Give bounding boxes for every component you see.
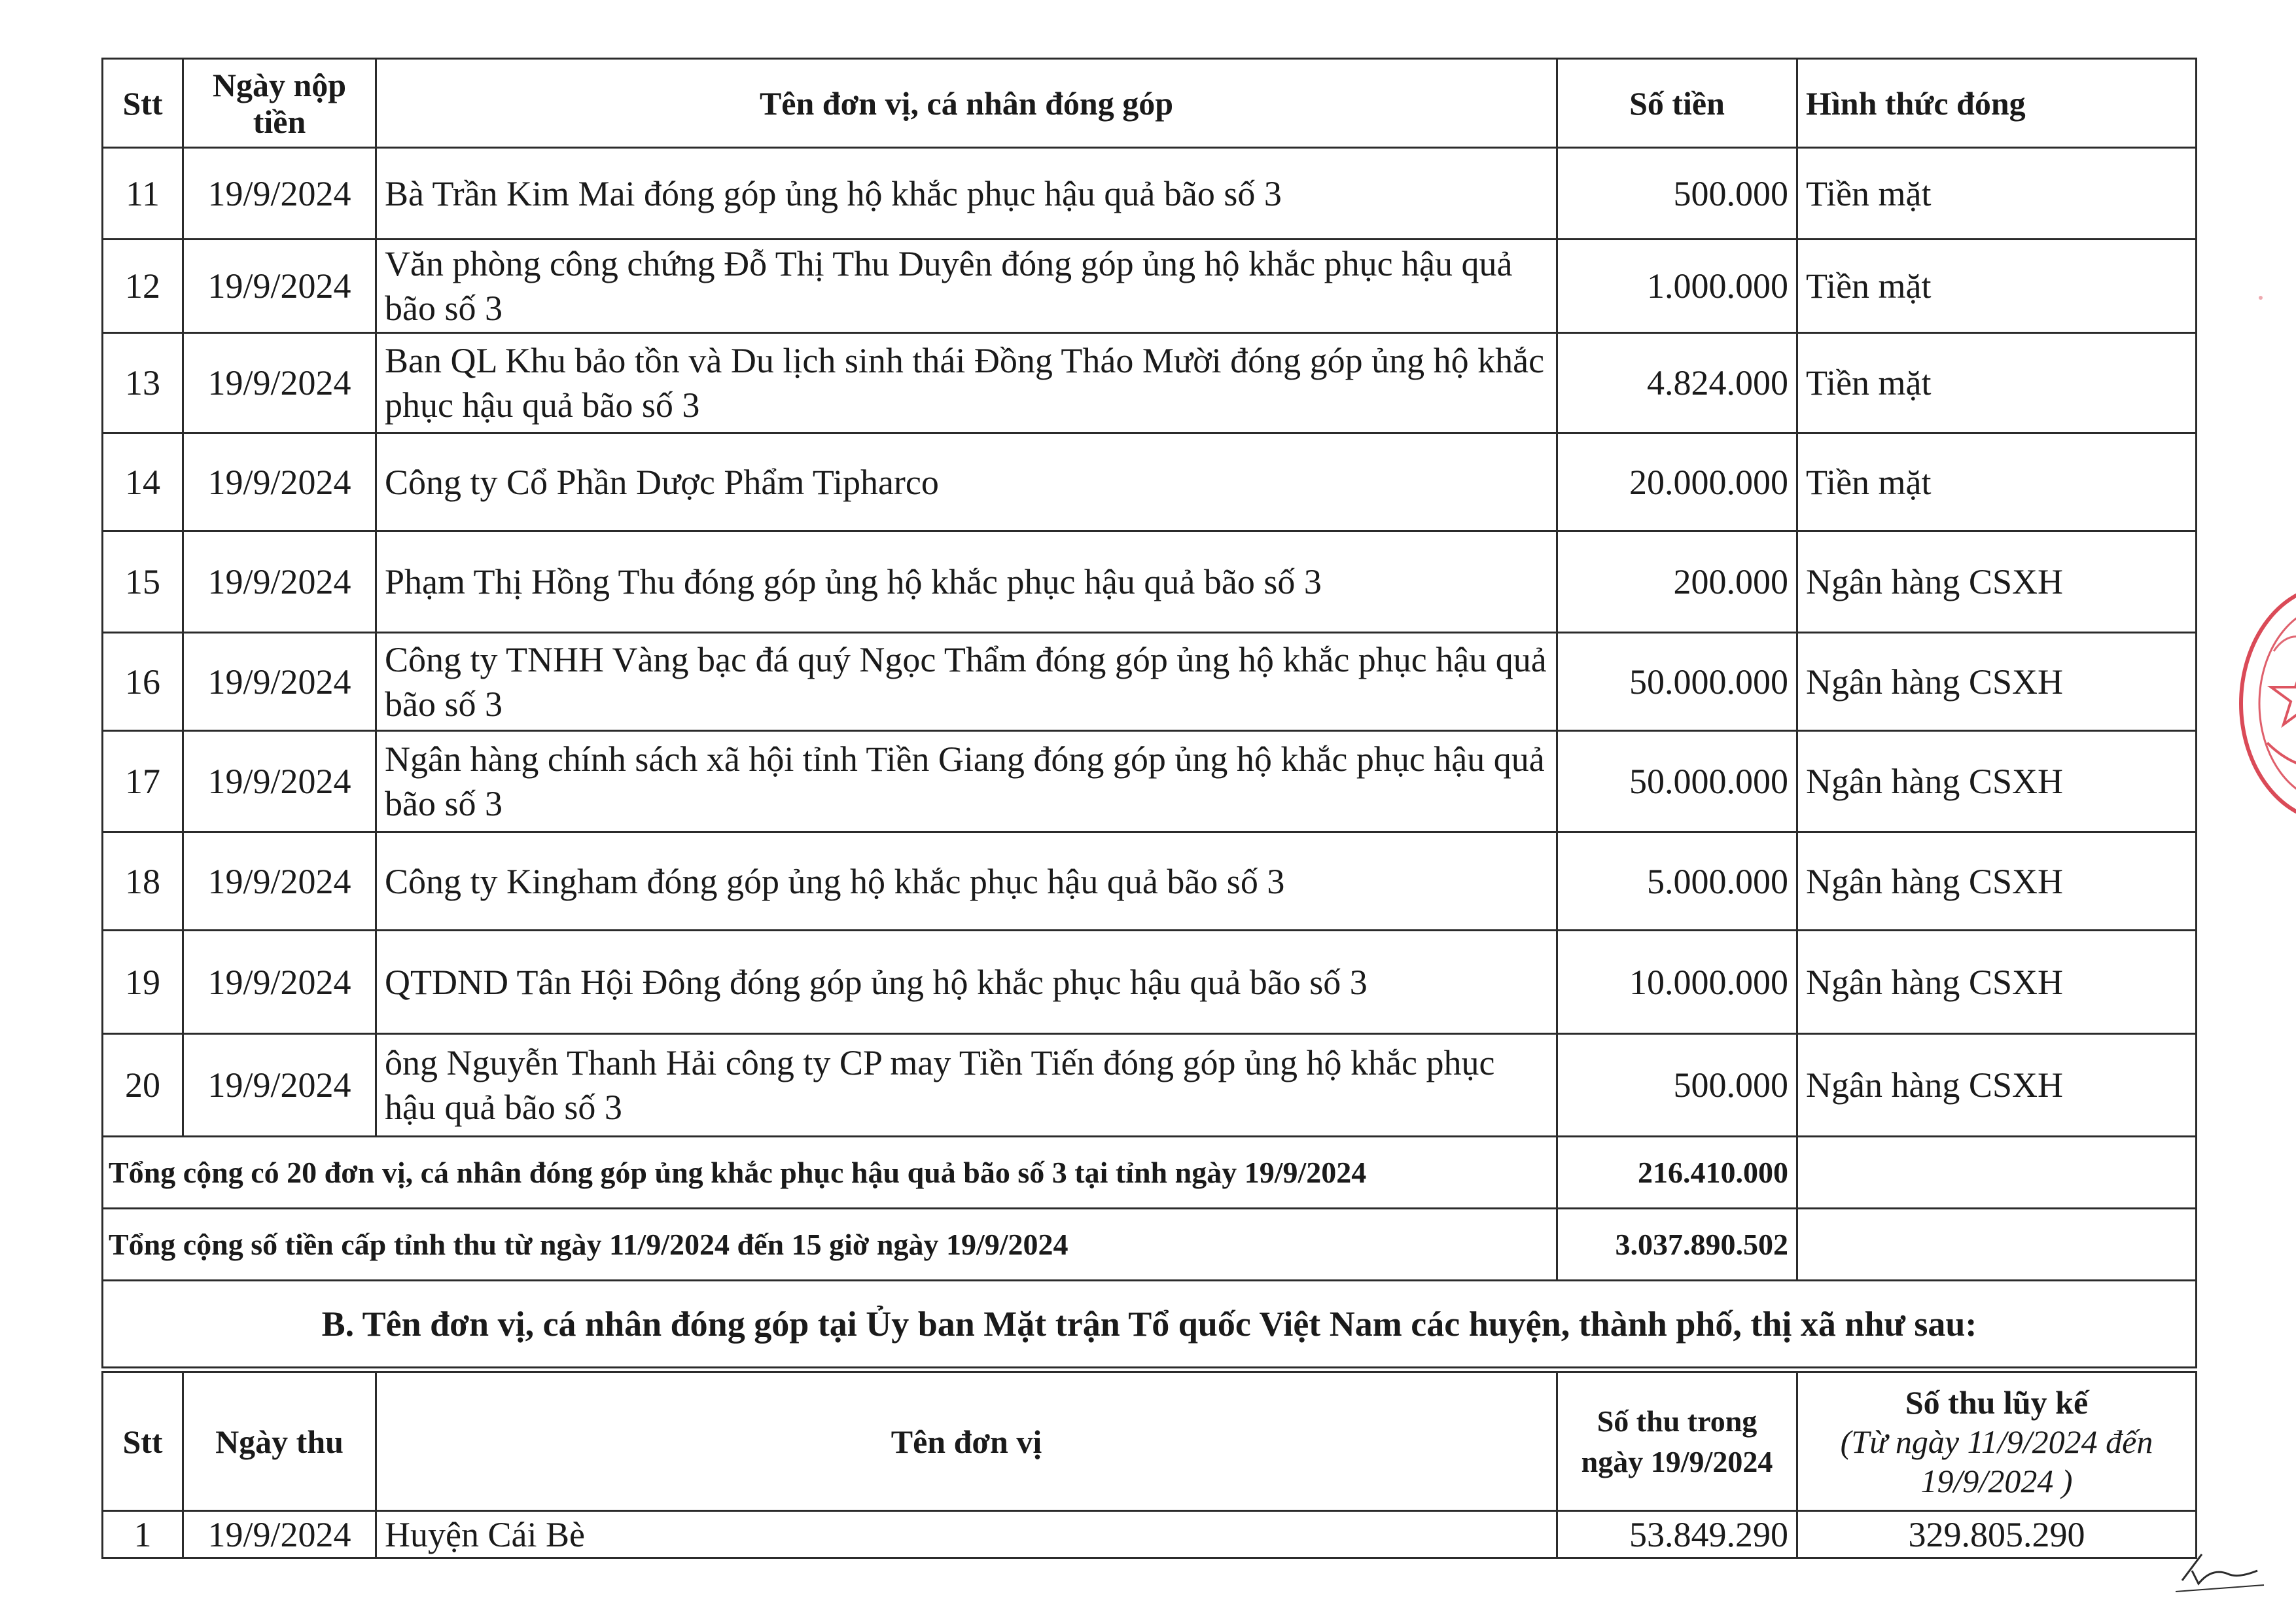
district-table [101,1371,2197,1559]
total-province-label: Tổng cộng số tiền cấp tỉnh thu từ ngày 11/9/2024 đến 15 giờ ngày 19/9/2024 [103,1209,1557,1281]
row-date: 19/9/2024 [183,148,376,240]
row-amount: 10.000.000 [1557,931,1797,1034]
total-units-label: Tổng cộng có 20 đơn vị, cá nhân đóng góp ủng khắc phục hậu quả bão số 3 tại tỉnh ngày 19/9/2024 [103,1137,1557,1209]
row-date: 19/9/2024 [183,731,376,832]
row-method: Ngân hàng CSXH [1797,1034,2197,1137]
section-b-row [103,1281,2197,1368]
row-amount: 500.000 [1557,148,1797,240]
table-row [103,433,2197,531]
row-stt: 15 [103,531,183,633]
district-header-cumulative-cell [1797,1372,2197,1511]
row-stt: 16 [103,633,183,731]
header-row [103,59,2197,148]
row-name: ông Nguyễn Thanh Hải công ty CP may Tiền Tiến đóng góp ủng hộ khắc phục hậu quả bão số 3 [376,1034,1557,1137]
row-date: 19/9/2024 [183,433,376,531]
table-row [103,731,2197,832]
row-amount: 50.000.000 [1557,633,1797,731]
row-stt: 17 [103,731,183,832]
row-stt: 12 [103,240,183,333]
row-amount: 20.000.000 [1557,433,1797,531]
row-stt: 19 [103,931,183,1034]
row-name: Công ty Cổ Phần Dược Phẩm Tipharco [376,433,1557,531]
section-b-title: B. Tên đơn vị, cá nhân đóng góp tại Ủy ban Mặt trận Tổ quốc Việt Nam các huyện, thành phố, thị xã như sau: [103,1281,2197,1368]
total-units-amount: 216.410.000 [1557,1137,1797,1209]
row-method: Ngân hàng CSXH [1797,731,2197,832]
table-row [103,333,2197,433]
district-header-name: Tên đơn vị [376,1372,1557,1511]
district-header-today: Số thu trong ngày 19/9/2024 [1557,1372,1797,1511]
header-stt: Stt [103,59,183,148]
header-method: Hình thức đóng [1797,59,2197,148]
row-amount: 5.000.000 [1557,832,1797,931]
row-name: Bà Trần Kim Mai đóng góp ủng hộ khắc phục hậu quả bão số 3 [376,148,1557,240]
table-row [103,148,2197,240]
contributions-table [101,58,2197,1368]
table-row [103,531,2197,633]
row-amount: 1.000.000 [1557,240,1797,333]
table-row [103,240,2197,333]
row-amount: 4.824.000 [1557,333,1797,433]
row-amount: 200.000 [1557,531,1797,633]
header-date: Ngày nộp tiền [183,59,376,148]
table-row [103,633,2197,731]
row-amount: 50.000.000 [1557,731,1797,832]
row-name: Ban QL Khu bảo tồn và Du lịch sinh thái Đồng Tháo Mười đóng góp ủng hộ khắc phục hậu quả bão số 3 [376,333,1557,433]
row-stt: 20 [103,1034,183,1137]
row-method: Tiền mặt [1797,240,2197,333]
table-row [103,832,2197,931]
district-row-name: Huyện Cái Bè [376,1511,1557,1558]
district-row-cumulative: 329.805.290 [1797,1511,2197,1558]
row-name: Công ty Kingham đóng góp ủng hộ khắc phục hậu quả bão số 3 [376,832,1557,931]
row-stt: 14 [103,433,183,531]
district-header-date: Ngày thu [183,1372,376,1511]
signature-mark [2172,1544,2270,1597]
district-header-row [103,1372,2197,1511]
row-method: Tiền mặt [1797,433,2197,531]
district-row [103,1511,2197,1558]
row-method: Tiền mặt [1797,333,2197,433]
row-method: Ngân hàng CSXH [1797,931,2197,1034]
row-date: 19/9/2024 [183,240,376,333]
row-method: Tiền mặt [1797,148,2197,240]
row-date: 19/9/2024 [183,333,376,433]
total-units-empty [1797,1137,2197,1209]
row-stt: 13 [103,333,183,433]
district-row-stt: 1 [103,1511,183,1558]
district-row-today: 53.849.290 [1557,1511,1797,1558]
table-row [103,1034,2197,1137]
row-name: Phạm Thị Hồng Thu đóng góp ủng hộ khắc phục hậu quả bão số 3 [376,531,1557,633]
official-stamp [2221,573,2296,834]
total-province-amount: 3.037.890.502 [1557,1209,1797,1281]
row-name: Công ty TNHH Vàng bạc đá quý Ngọc Thẩm đóng góp ủng hộ khắc phục hậu quả bão số 3 [376,633,1557,731]
row-date: 19/9/2024 [183,832,376,931]
total-province-empty [1797,1209,2197,1281]
row-name: QTDND Tân Hội Đông đóng góp ủng hộ khắc phục hậu quả bão số 3 [376,931,1557,1034]
row-name: Văn phòng công chứng Đỗ Thị Thu Duyên đóng góp ủng hộ khắc phục hậu quả bão số 3 [376,240,1557,333]
row-date: 19/9/2024 [183,1034,376,1137]
total-units-row [103,1137,2197,1209]
total-province-row [103,1209,2197,1281]
header-amount: Số tiền [1557,59,1797,148]
row-method: Ngân hàng CSXH [1797,531,2197,633]
row-method: Ngân hàng CSXH [1797,633,2197,731]
header-name: Tên đơn vị, cá nhân đóng góp [376,59,1557,148]
row-name: Ngân hàng chính sách xã hội tỉnh Tiền Giang đóng góp ủng hộ khắc phục hậu quả bão số 3 [376,731,1557,832]
district-header-cumulative: Số thu lũy kế [1905,1383,2089,1421]
row-stt: 18 [103,832,183,931]
district-header-stt: Stt [103,1372,183,1511]
district-header-cumulative-range: (Từ ngày 11/9/2024 đến 19/9/2024 ) [1840,1423,2153,1499]
table-row [103,931,2197,1034]
row-date: 19/9/2024 [183,531,376,633]
row-date: 19/9/2024 [183,931,376,1034]
row-stt: 11 [103,148,183,240]
district-row-date: 19/9/2024 [183,1511,376,1558]
row-method: Ngân hàng CSXH [1797,832,2197,931]
row-date: 19/9/2024 [183,633,376,731]
row-amount: 500.000 [1557,1034,1797,1137]
ink-speck [2251,288,2270,308]
